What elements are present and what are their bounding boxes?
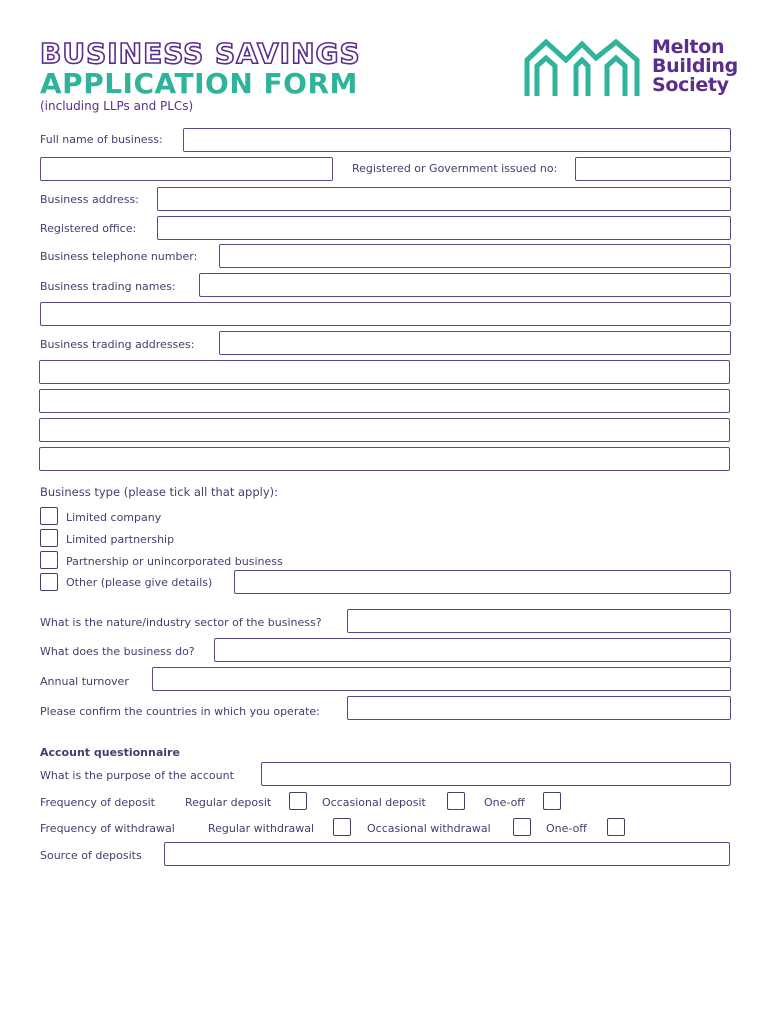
business-type-title: Business type [40,485,121,499]
occasional-withdrawal-checkbox[interactable] [513,818,531,836]
trading-addresses-line-3[interactable] [39,389,730,413]
telephone-label: Business telephone number: [40,250,198,263]
limited-partnership-checkbox[interactable] [40,529,58,547]
registered-office-field[interactable] [157,216,731,240]
registered-office-label: Registered office: [40,222,137,235]
partnership-checkbox[interactable] [40,551,58,569]
registered-no-label: Registered or Government issued no: [352,162,558,175]
business-type-note: (please tick all that apply): [123,485,278,499]
telephone-field[interactable] [219,244,731,268]
deposit-frequency-label: Frequency of deposit [40,796,155,809]
logo-word-1: Melton [652,36,725,58]
form-title-line2: APPLICATION FORM [40,67,358,100]
logo-word-3: Society [652,74,729,96]
activity-label: What does the business do? [40,645,195,658]
one-off-deposit-label: One-off [484,796,525,809]
regular-withdrawal-checkbox[interactable] [333,818,351,836]
form-title-line1: BUSINESS SAVINGS [40,37,361,70]
activity-field[interactable] [214,638,731,662]
limited-company-checkbox[interactable] [40,507,58,525]
other-type-details-field[interactable] [234,570,731,594]
trading-names-field[interactable] [199,273,731,297]
turnover-label: Annual turnover [40,675,129,688]
trading-addresses-line-2[interactable] [39,360,730,384]
account-purpose-field[interactable] [261,762,731,786]
business-address-label: Business address: [40,193,139,206]
regular-withdrawal-label: Regular withdrawal [208,822,315,835]
deposit-source-field[interactable] [164,842,730,866]
trading-addresses-field[interactable] [219,331,731,355]
full-name-label: Full name of business: [40,133,163,146]
full-name-field-continued[interactable] [40,157,333,181]
occasional-withdrawal-label: Occasional withdrawal [367,822,491,835]
one-off-withdrawal-checkbox[interactable] [607,818,625,836]
occasional-deposit-label: Occasional deposit [322,796,426,809]
logo-word-2: Building [652,55,738,77]
logo-wordmark [652,38,738,95]
melton-logo-icon [524,38,640,98]
one-off-withdrawal-label: One-off [546,822,587,835]
full-name-field[interactable] [183,128,731,152]
trading-names-field-continued[interactable] [40,302,731,326]
occasional-deposit-checkbox[interactable] [447,792,465,810]
business-address-field[interactable] [157,187,731,211]
trading-addresses-line-4[interactable] [39,418,730,442]
trading-names-label: Business trading names: [40,280,176,293]
countries-field[interactable] [347,696,731,720]
trading-addresses-label: Business trading addresses: [40,338,195,351]
regular-deposit-checkbox[interactable] [289,792,307,810]
registered-no-field[interactable] [575,157,731,181]
countries-label: Please confirm the countries in which you operate: [40,705,320,718]
business-type-heading [40,485,278,499]
other-type-checkbox[interactable] [40,573,58,591]
form-subtitle: (including LLPs and PLCs) [40,99,194,113]
turnover-field[interactable] [152,667,731,691]
questionnaire-heading: Account questionnaire [40,746,180,759]
sector-label: What is the nature/industry sector of the business? [40,616,322,629]
limited-partnership-label: Limited partnership [66,533,175,546]
sector-field[interactable] [347,609,731,633]
regular-deposit-label: Regular deposit [185,796,272,809]
other-type-label: Other (please give details) [66,576,213,589]
account-purpose-label: What is the purpose of the account [40,769,234,782]
partnership-label: Partnership or unincorporated business [66,555,283,568]
one-off-deposit-checkbox[interactable] [543,792,561,810]
deposit-source-label: Source of deposits [40,849,142,862]
withdrawal-frequency-label: Frequency of withdrawal [40,822,175,835]
limited-company-label: Limited company [66,511,162,524]
trading-addresses-line-5[interactable] [39,447,730,471]
